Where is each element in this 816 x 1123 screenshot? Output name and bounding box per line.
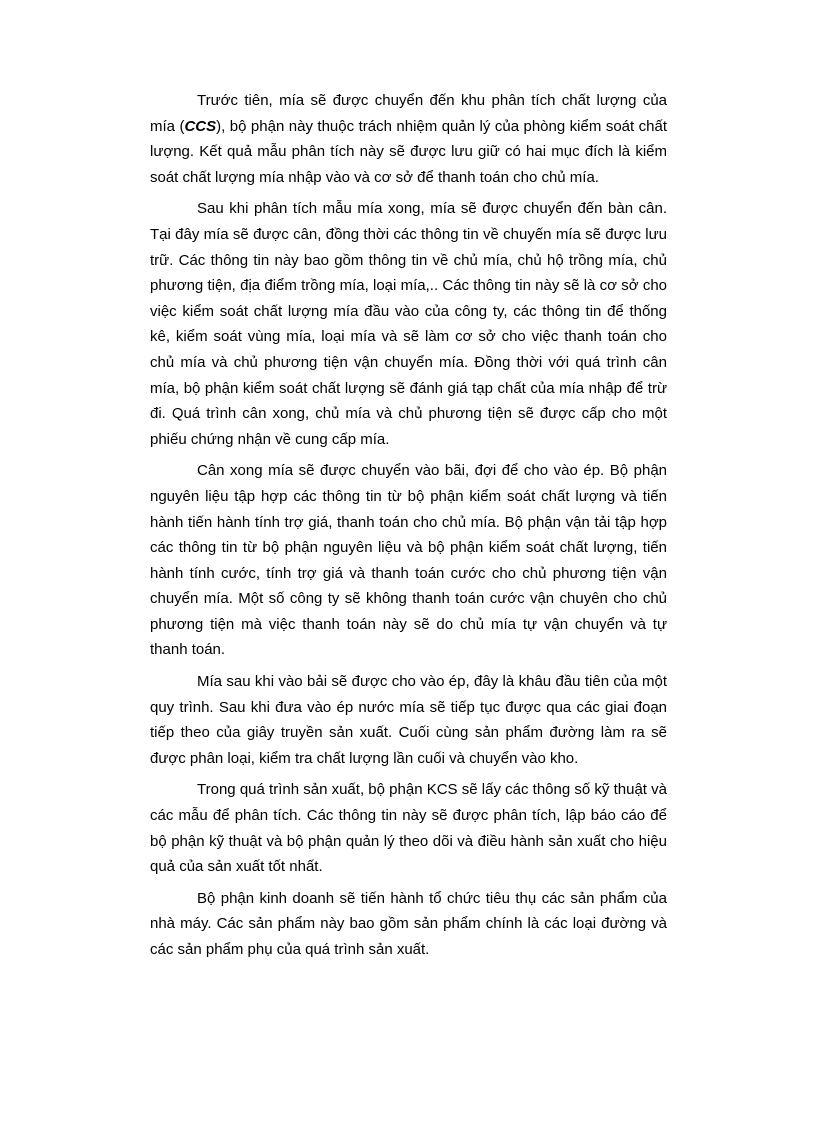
paragraph-sales: Bộ phận kinh doanh sẽ tiến hành tổ chức tiêu thụ các sản phẩm của nhà máy. Các sản phẩm này bao gồm sản phẩm chính là các loại đường và các sản phẩm phụ của quá trình sản xuất. (150, 889, 667, 958)
paragraph-weighing: Sau khi phân tích mẫu mía xong, mía sẽ được chuyển đến bàn cân. Tại đây mía sẽ được cân, đồng thời các thông tin về chuyến mía sẽ được lưu trữ. Các thông tin này bao gồm thông tin về chủ mía, chủ hộ trồng mía, chủ phương tiện, địa điểm trồng mía, loại mía,.. Các thông tin này sẽ là cơ sở cho việc kiểm soát chất lượng mía đầu vào của công ty, các thông tin để thống kê, kiểm soát vùng mía, loại mía và sẽ làm cơ sở cho việc thanh toán cho chủ mía và chủ phương tiện vận chuyển mía. Đồng thời với quá trình cân mía, bộ phận kiểm soát chất lượng sẽ đánh giá tạp chất của mía nhập để trừ đi. Quá trình cân xong, chủ mía và chủ phương tiện sẽ được cấp cho một phiếu chứng nhận về cung cấp mía. (150, 200, 667, 448)
paragraph-text: ), bộ phận này thuộc trách nhiệm quản lý của phòng kiểm soát chất lượng. Kết quả mẫu phân tích này sẽ được lưu giữ có hai mục đích là kiểm soát chất lượng mía nhập vào và cơ sở để thanh toán cho chủ mía. (150, 117, 667, 186)
paragraph-ccs-analysis (150, 88, 667, 190)
paragraph-pressing: Mía sau khi vào bải sẽ được cho vào ép, đây là khâu đầu tiên của một quy trình. Sau khi đưa vào ép nước mía sẽ tiếp tục được qua các giai đoạn tiếp theo của giây truyền sản xuất. Cuối cùng sản phẩm đường làm ra sẽ được phân loại, kiểm tra chất lượng lần cuối và chuyển vào kho. (150, 673, 667, 767)
paragraph-payment: Cân xong mía sẽ được chuyển vào bãi, đợi để cho vào ép. Bộ phận nguyên liệu tập hợp các thông tin từ bộ phận kiểm soát chất lượng và tiến hành tiến hành tính trợ giá, thanh toán cho chủ mía. Bộ phận vận tải tập hợp các thông tin từ bộ phận nguyên liệu và bộ phận kiểm soát chất lượng, tiến hành tính cước, tính trợ giá và thanh toán cước cho chủ phương tiện vận chuyển mía. Một số công ty sẽ không thanh toán cước vận chuyên cho chủ phương tiện mà việc thanh toán này sẽ do chủ mía tự vận chuyển và tự thanh toán. (150, 462, 667, 659)
ccs-abbreviation: CCS (184, 117, 217, 135)
paragraph-text: Trước tiên, mía sẽ được chuyển đến khu phân tích chất lượng của mía ( (150, 92, 667, 135)
document-page (150, 88, 667, 969)
paragraph-quality-control: Trong quá trình sản xuất, bộ phận KCS sẽ lấy các thông số kỹ thuật và các mẫu để phân tích. Các thông tin này sẽ được phân tích, lập báo cáo để bộ phận kỹ thuật và bộ phận quản lý theo dõi và điều hành sản xuất cho hiệu quả của sản xuất tốt nhất. (150, 781, 667, 876)
